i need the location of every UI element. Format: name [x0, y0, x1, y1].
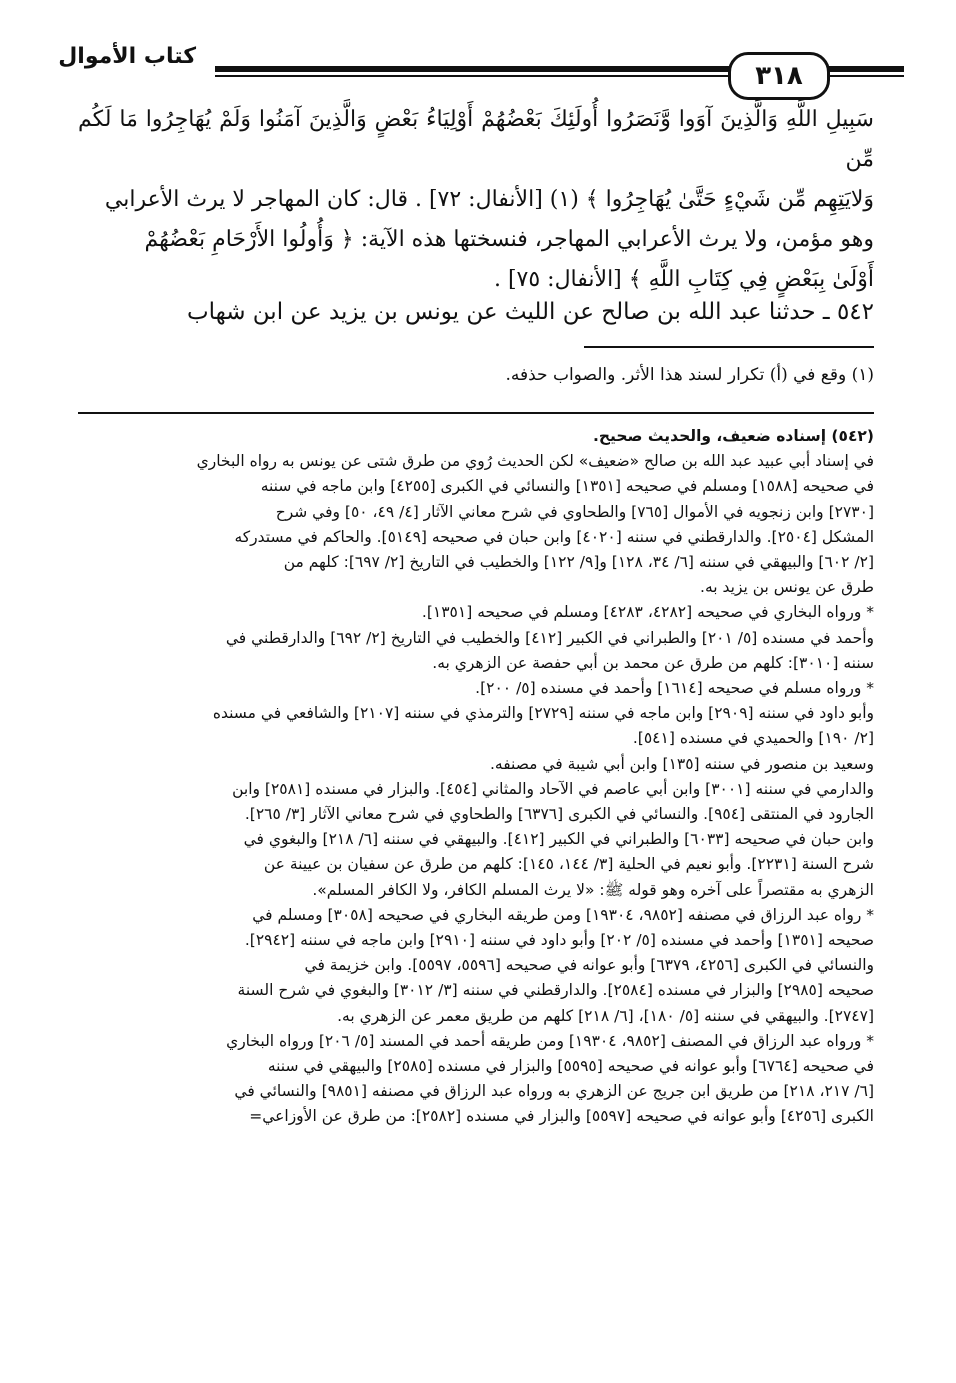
takhrij-line: والنسائي في الكبرى [٤٢٥٦، ٦٣٧٩] وأبو عوانه في صحيحه [٥٥٩٦، ٥٥٩٧]. وابن خزيمة في: [304, 956, 874, 975]
takhrij-line: [٢/ ١٩٠] والحميدي في مسنده [٥٤١].: [632, 729, 874, 748]
takhrij-line: [٢٧٤٧]. والبيهقي في سننه [٥/ ١٨٠]، [٦/ ٢١٨] كلهم من طريق معمر عن الزهري به.: [337, 1006, 874, 1025]
takhrij-line: [٢/ ٦٠٢] والبيهقي في سننه [٦/ ٣٤، ١٢٨] و[٩/ ١٢٢] والخطيب في التاريخ [٢/ ٦٩٧]: كلهم من: [283, 553, 874, 572]
page-number: ٣١٨: [728, 52, 830, 100]
takhrij-line: * رواه عبد الرزاق في مصنفه [٩٨٥٢، ١٩٣٠٤] ومن طريقه البخاري في صحيحه [٣٠٥٨] ومسلم في: [252, 905, 874, 924]
takhrij-line: والدارمي في سننه [٣٠٠١] وابن أبي عاصم في الآحاد والمثاني [٤٥٤]. والبزار في مسنده [٢٥٨١] وابن: [232, 779, 874, 798]
takhrij-line: وابن حبان في صحيحه [٦٠٣٣] والطبراني في الكبير [٤١٢]. والبيهقي في سننه [٦/ ٢١٨] والبغوي في: [243, 830, 874, 849]
main-line-4: أَوْلَىٰ بِبَعْضٍ فِي كِتَابِ اللَّهِ ﴾ [الأنفال: ٧٥] .: [493, 267, 874, 292]
footnote-divider: [584, 346, 874, 348]
takhrij-line: في إسناد أبي عبيد عبد الله بن صالح «ضعيف» لكن الحديث رُوي من طرق شتى عن يونس به رواه البخاري: [196, 452, 874, 471]
takhrij-line: صحيحه [٢٩٨٥] والبزار في مسنده [٢٥٨٤]. والدارقطني في سننه [٣/ ٣٠١٢] والبغوي في شرح السنة: [237, 981, 874, 1000]
takhrij-line: صحيحه [١٣٥١] وأحمد في مسنده [٥/ ٢٠٢] وأبو داود في سننه [٢٩١٠] وابن ماجه في سننه [٢٩٤٢].: [244, 931, 874, 950]
takhrij-line: طرق عن يونس بن يزيد به.: [700, 578, 874, 597]
footnote: (١) وقع في (أ) تكرار لسند هذا الأثر. والصواب حذفه.: [505, 365, 874, 385]
takhrij-line: الجارود في المنتقى [٩٥٤]. والنسائي في الكبرى [٦٣٧٦] والطحاوي في شرح معاني الآثار [٣/ ٢٦٥].: [244, 805, 874, 824]
takhrij-line: المشكل [٢٥٠٤]. والدارقطني في سننه [٤٠٢٠] وابن حبان في صحيحه [٥١٤٩]. والحاكم في مستدركه: [234, 527, 874, 546]
main-line-3: وهو مؤمن، ولا يرث الأعرابي المهاجر، فنسختها هذه الآية: ﴿ وَأُولُوا الأَرْحَامِ بَعْضُهُمْ: [144, 227, 874, 252]
takhrij-line: سننه [٣٠١٠]: كلهم من طرق عن محمد بن أبي حفصة عن الزهري به.: [432, 653, 874, 672]
takhrij-line: * ورواه عبد الرزاق في المصنف [٩٨٥٢، ١٩٣٠٤] ومن طريقه أحمد في المسند [٥/ ٢٠٦] ورواه البخاري: [226, 1031, 874, 1050]
takhrij-section: [78, 424, 874, 1130]
takhrij-line: وأبو داود في سننه [٢٩٠٩] وابن ماجه في سننه [٢٧٢٩] والترمذي في سننه [٢١٠٧] والشافعي في مسنده: [212, 704, 874, 723]
takhrij-line: وسعيد بن منصور في سننه [١٣٥] وابن أبي شيبة في مصنفه.: [489, 754, 874, 773]
takhrij-line: في صحيحه [٦٧٦٤] وأبو عوانه في صحيحه [٥٥٩٥] والبزار في مسنده [٢٥٨٥] والبيهقي في سننه: [267, 1057, 874, 1076]
takhrij-line: * ورواه البخاري في صحيحه [٤٢٨٢، ٤٢٨٣] ومسلم في صحيحه [١٣٥١].: [421, 603, 874, 622]
takhrij-line: * ورواه مسلم في صحيحه [١٦١٤] وأحمد في مسنده [٥/ ٢٠٠].: [475, 679, 874, 698]
takhrij-line: شرح السنة [٢٢٣١]. وأبو نعيم في الحلية [٣/ ١٤٤، ١٤٥]: كلهم من طرق عن سفيان بن عيينة عن: [263, 855, 874, 874]
hadith-isnad: ٥٤٢ ـ حدثنا عبد الله بن صالح عن الليث عن يونس بن يزيد عن ابن شهاب: [186, 299, 874, 325]
takhrij-line: في صحيحه [١٥٨٨] ومسلم في صحيحه [١٣٥١] والنسائي في الكبرى [٤٢٥٥] وابن ماجه في سننه: [260, 477, 874, 496]
takhrij-line: الزهري به مقتصراً على آخره وهو قوله ﷺ: «لا يرث المسلم الكافر، ولا الكافر المسلم».: [312, 880, 874, 899]
book-title: كتاب الأموال: [58, 44, 196, 69]
main-line-2: وَلايَتِهِم مِّن شَيْءٍ حَتَّىٰ يُهَاجِرُوا ﴾ (١) [الأنفال: ٧٢] . قال: كان المهاجر لا يرث الأعرابي: [104, 187, 874, 212]
takhrij-line: [٦/ ٢١٧، ٢١٨] من طريق ابن جريج عن الزهري به ورواه عبد الرزاق في مصنفه [٩٨٥١] والنسائي في: [234, 1082, 874, 1101]
takhrij-heading: (٥٤٢) إسناده ضعيف، والحديث صحيح.: [592, 427, 874, 445]
takhrij-divider: [78, 412, 874, 414]
takhrij-line: الكبرى [٤٢٥٦] وأبو عوانه في صحيحه [٥٥٩٧] والبزار في مسنده [٢٥٨٢]: من طرق عن الأوزاعي=: [249, 1107, 874, 1126]
main-line-1: سَبِيلِ اللَّهِ وَالَّذِينَ آوَوا وَّنَصَرُوا أُولَئِكَ بَعْضُهُمْ أَوْلِيَاءُ بَعْضٍ وَالَّذِينَ آمَنُوا وَلَمْ يُهَاجِرُوا مَا لَكُم مِّن: [78, 107, 874, 172]
main-text: [78, 100, 874, 300]
takhrij-line: وأحمد في مسنده [٥/ ٢٠١] والطبراني في الكبير [٤١٢] والخطيب في التاريخ [٢/ ٦٩٢] والدارقطني في: [225, 628, 874, 647]
takhrij-line: [٢٧٣٠] وابن زنجويه في الأموال [٧٦٥] والطحاوي في شرح معاني الآثار [٤/ ٤٩، ٥٠] وفي شرح: [275, 502, 874, 521]
